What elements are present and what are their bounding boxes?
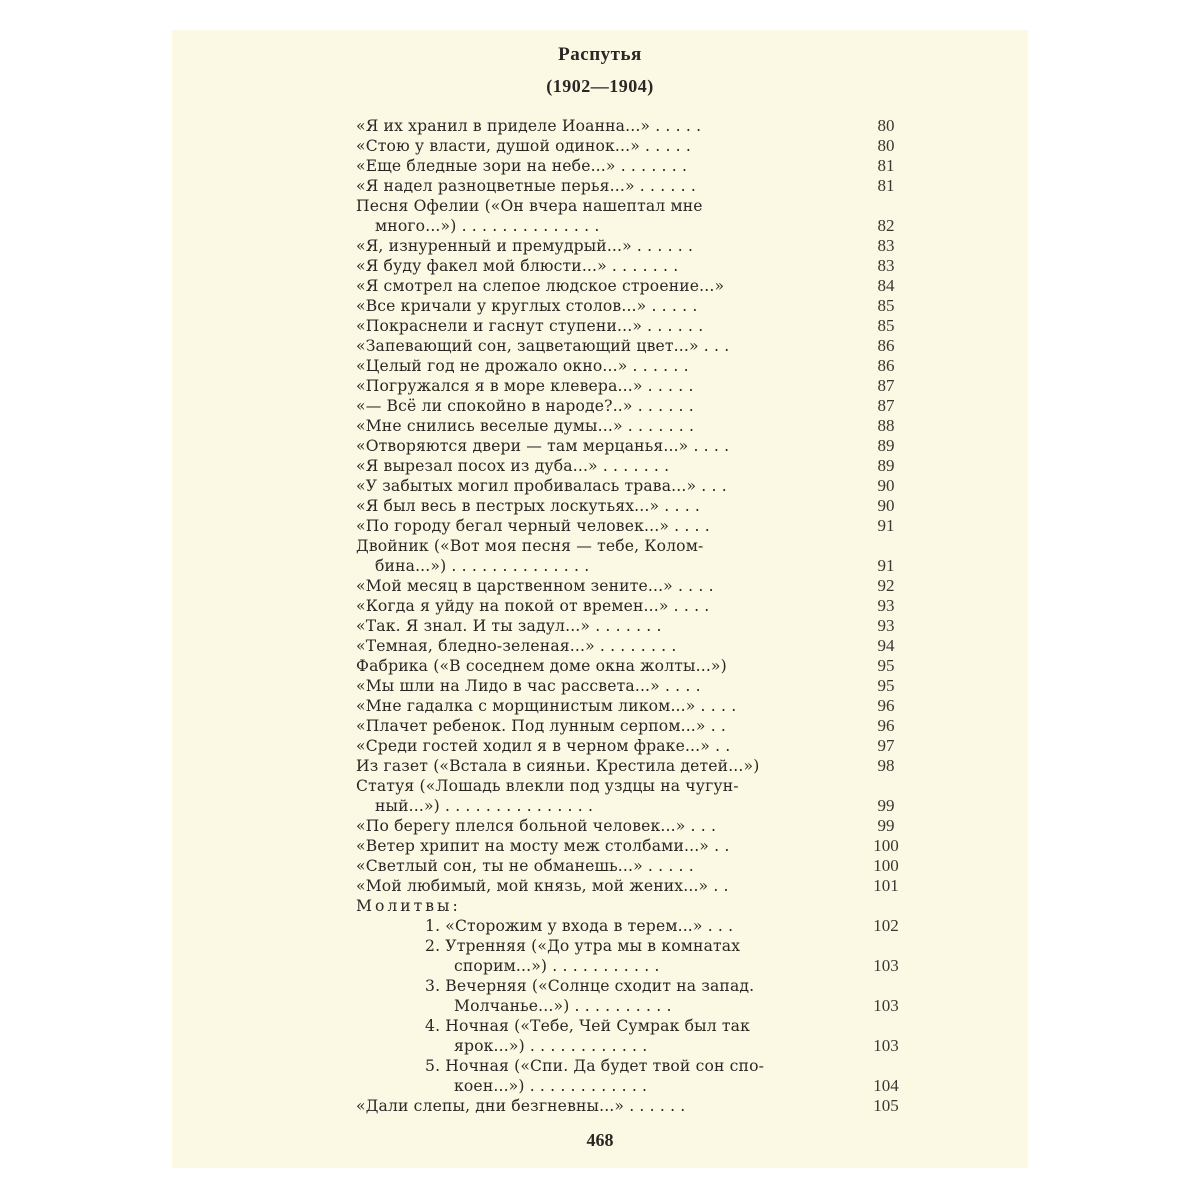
toc-entry-text: «Плачет ребенок. Под лунным серпом...» . .: [356, 717, 727, 735]
toc-entry-text: «Мне гадалка с морщинистым ликом...» . . . .: [356, 697, 737, 715]
toc-entry-page: 87: [877, 376, 895, 395]
toc-entry-page: 103: [873, 956, 899, 975]
section-years: (1902—1904): [546, 76, 654, 96]
toc-entry-text: «Целый год не дрожало окно...» . . . . . .: [356, 357, 689, 375]
table-of-contents: [172, 116, 1028, 1116]
toc-entry-page: 86: [877, 356, 895, 375]
toc-entry-text: Двойник («Вот моя песня — тебе, Колом-: [356, 537, 704, 555]
toc-entry-text: «Я вырезал посох из дуба...» . . . . . . .: [356, 457, 670, 475]
toc-entry: [172, 716, 1028, 736]
toc-entry: [172, 1016, 1028, 1036]
toc-entry-page: 89: [877, 436, 895, 455]
toc-entry-text: 5. Ночная («Спи. Да будет твой сон спо-: [425, 1057, 765, 1075]
toc-entry-text: «Я их хранил в приделе Иоанна...» . . . . .: [356, 117, 702, 135]
toc-entry-text: Молчанье...») . . . . . . . . . .: [454, 997, 672, 1015]
toc-entry-page: 103: [873, 1036, 899, 1055]
toc-entry-text: «Мой месяц в царственном зените...» . . . .: [356, 577, 714, 595]
toc-entry-text: бина...») . . . . . . . . . . . . . .: [375, 557, 590, 575]
toc-entry-text: «По берегу плелся больной человек...» . . .: [356, 817, 717, 835]
toc-entry: [172, 436, 1028, 456]
toc-entry-page: 99: [877, 816, 895, 835]
toc-entry: [172, 556, 1028, 576]
toc-entry: [172, 296, 1028, 316]
toc-entry: [172, 536, 1028, 556]
toc-entry-page: 82: [877, 216, 895, 235]
toc-entry-page: 98: [877, 756, 895, 775]
toc-entry: [172, 136, 1028, 156]
toc-entry-page: 93: [877, 616, 895, 635]
toc-entry: [172, 936, 1028, 956]
toc-entry-page: 99: [877, 796, 895, 815]
toc-entry-text: 1. «Сторожим у входа в терем...» . . .: [425, 917, 734, 935]
toc-entry: [172, 516, 1028, 536]
toc-entry-page: 91: [877, 516, 895, 535]
toc-entry: [172, 116, 1028, 136]
toc-entry-text: коен...») . . . . . . . . . . . .: [454, 1077, 648, 1095]
toc-entry-text: 2. Утренняя («До утра мы в комнатах: [425, 937, 741, 955]
toc-entry-page: 95: [877, 676, 895, 695]
toc-entry: [172, 996, 1028, 1016]
toc-entry-page: 92: [877, 576, 895, 595]
toc-entry: [172, 196, 1028, 216]
toc-entry-page: 88: [877, 416, 895, 435]
toc-entry: [172, 836, 1028, 856]
toc-entry: [172, 876, 1028, 896]
toc-entry-text: 3. Вечерняя («Солнце сходит на запад.: [425, 977, 755, 995]
toc-entry-page: 95: [877, 656, 895, 675]
toc-entry: [172, 416, 1028, 436]
toc-entry-text: «Светлый сон, ты не обманешь...» . . . . .: [356, 857, 694, 875]
toc-entry-page: 85: [877, 296, 895, 315]
toc-entry-text: «Я был весь в пестрых лоскутьях...» . . . .: [356, 497, 701, 515]
toc-entry-page: 96: [877, 716, 895, 735]
toc-entry-text: спорим...») . . . . . . . . . . .: [454, 957, 660, 975]
toc-entry: [172, 396, 1028, 416]
toc-entry: [172, 596, 1028, 616]
toc-entry-page: 90: [877, 476, 895, 495]
toc-entry: [172, 156, 1028, 176]
toc-entry-text: ный...») . . . . . . . . . . . . . . .: [375, 797, 594, 815]
toc-entry-page: 87: [877, 396, 895, 415]
toc-entry: [172, 756, 1028, 776]
toc-entry-page: 80: [877, 116, 895, 135]
toc-entry: [172, 176, 1028, 196]
toc-entry-text: «Я буду факел мой блюсти...» . . . . . . .: [356, 257, 679, 275]
toc-entry-page: 80: [877, 136, 895, 155]
book-page: [172, 30, 1028, 1168]
toc-entry: [172, 816, 1028, 836]
toc-entry-text: «— Всё ли спокойно в народе?..» . . . . . .: [356, 397, 694, 415]
toc-entry-text: «Отворяются двери — там мерцанья...» . . . .: [356, 437, 730, 455]
toc-entry-page: 100: [873, 836, 899, 855]
toc-entry-text: много...») . . . . . . . . . . . . . .: [375, 217, 600, 235]
toc-entry-text: «Все кричали у круглых столов...» . . . . .: [356, 297, 698, 315]
toc-entry: [172, 276, 1028, 296]
toc-entry: [172, 356, 1028, 376]
toc-entry-page: 93: [877, 596, 895, 615]
page-number: 468: [586, 1130, 614, 1150]
toc-entry-text: Молитвы:: [356, 897, 461, 915]
toc-entry: [172, 916, 1028, 936]
toc-entry-page: 101: [873, 876, 899, 895]
toc-entry: [172, 776, 1028, 796]
toc-entry: [172, 336, 1028, 356]
toc-entry-page: 89: [877, 456, 895, 475]
toc-entry-text: «Стою у власти, душой одинок...» . . . . .: [356, 137, 692, 155]
toc-entry-page: 86: [877, 336, 895, 355]
toc-entry-text: «Погружался я в море клевера...» . . . . .: [356, 377, 694, 395]
toc-entry-text: «Среди гостей ходил я в черном фраке...» . .: [356, 737, 731, 755]
toc-entry-text: «Запевающий сон, зацветающий цвет...» . . .: [356, 337, 730, 355]
toc-entry: [172, 736, 1028, 756]
toc-entry-page: 94: [877, 636, 895, 655]
toc-entry: [172, 1056, 1028, 1076]
toc-entry-text: ярок...») . . . . . . . . . . . .: [454, 1037, 648, 1055]
toc-entry-text: «Так. Я знал. И ты задул...» . . . . . . .: [356, 617, 662, 635]
toc-entry: [172, 956, 1028, 976]
toc-entry-page: 100: [873, 856, 899, 875]
toc-entry: [172, 696, 1028, 716]
toc-entry-page: 84: [877, 276, 895, 295]
section-title: Распутья: [558, 44, 642, 65]
toc-entry: [172, 376, 1028, 396]
toc-entry-text: «У забытых могил пробивалась трава...» . . .: [356, 477, 727, 495]
toc-entry-text: «Темная, бледно-зеленая...» . . . . . . . .: [356, 637, 677, 655]
toc-entry: [172, 976, 1028, 996]
toc-entry: [172, 236, 1028, 256]
toc-entry: [172, 256, 1028, 276]
toc-entry-text: «Я, изнуренный и премудрый...» . . . . . .: [356, 237, 694, 255]
toc-entry-page: 83: [877, 256, 895, 275]
toc-entry: [172, 496, 1028, 516]
toc-entry-text: «По городу бегал черный человек...» . . . .: [356, 517, 710, 535]
toc-entry: [172, 656, 1028, 676]
toc-entry-text: «Я надел разноцветные перья...» . . . . . .: [356, 177, 696, 195]
toc-entry-text: «Я смотрел на слепое людское строение...»: [356, 277, 725, 295]
toc-entry-page: 91: [877, 556, 895, 575]
toc-entry: [172, 676, 1028, 696]
toc-entry-page: 96: [877, 696, 895, 715]
toc-entry: [172, 616, 1028, 636]
toc-entry-text: «Мой любимый, мой князь, мой жених...» . .: [356, 877, 729, 895]
toc-entry: [172, 1096, 1028, 1116]
toc-entry-text: «Еще бледные зори на небе...» . . . . . . .: [356, 157, 688, 175]
toc-entry-text: Песня Офелии («Он вчера нашептал мне: [356, 197, 703, 215]
toc-entry: [172, 216, 1028, 236]
toc-entry-text: «Дали слепы, дни безгневны...» . . . . . .: [356, 1097, 686, 1115]
toc-entry-page: 104: [873, 1076, 899, 1095]
toc-entry-text: 4. Ночная («Тебе, Чей Сумрак был так: [425, 1017, 750, 1035]
toc-entry-text: Статуя («Лошадь влекли под уздцы на чугун-: [356, 777, 739, 795]
toc-entry-page: 102: [873, 916, 899, 935]
toc-entry: [172, 316, 1028, 336]
toc-entry-page: 81: [877, 156, 895, 175]
toc-entry-page: 83: [877, 236, 895, 255]
toc-entry-text: «Покраснели и гаснут ступени...» . . . . . .: [356, 317, 704, 335]
toc-entry-text: «Ветер хрипит на мосту меж столбами...» . .: [356, 837, 730, 855]
toc-entry: [172, 896, 1028, 916]
toc-entry-text: «Когда я уйду на покой от времен...» . . . .: [356, 597, 710, 615]
toc-entry-text: «Мне снились веселые думы...» . . . . . . .: [356, 417, 695, 435]
toc-entry: [172, 576, 1028, 596]
toc-entry: [172, 1076, 1028, 1096]
toc-entry: [172, 476, 1028, 496]
toc-entry-page: 97: [877, 736, 895, 755]
toc-entry: [172, 1036, 1028, 1056]
toc-entry-text: «Мы шли на Лидо в час рассвета...» . . . .: [356, 677, 701, 695]
toc-entry-text: Фабрика («В соседнем доме окна жолты...»): [356, 657, 727, 675]
toc-entry: [172, 856, 1028, 876]
toc-entry: [172, 796, 1028, 816]
toc-entry-page: 85: [877, 316, 895, 335]
toc-entry-page: 90: [877, 496, 895, 515]
toc-entry-page: 103: [873, 996, 899, 1015]
toc-entry: [172, 636, 1028, 656]
toc-entry-text: Из газет («Встала в сияньи. Крестила детей...»): [356, 757, 760, 775]
toc-entry-page: 105: [873, 1096, 899, 1115]
toc-entry: [172, 456, 1028, 476]
toc-entry-page: 81: [877, 176, 895, 195]
